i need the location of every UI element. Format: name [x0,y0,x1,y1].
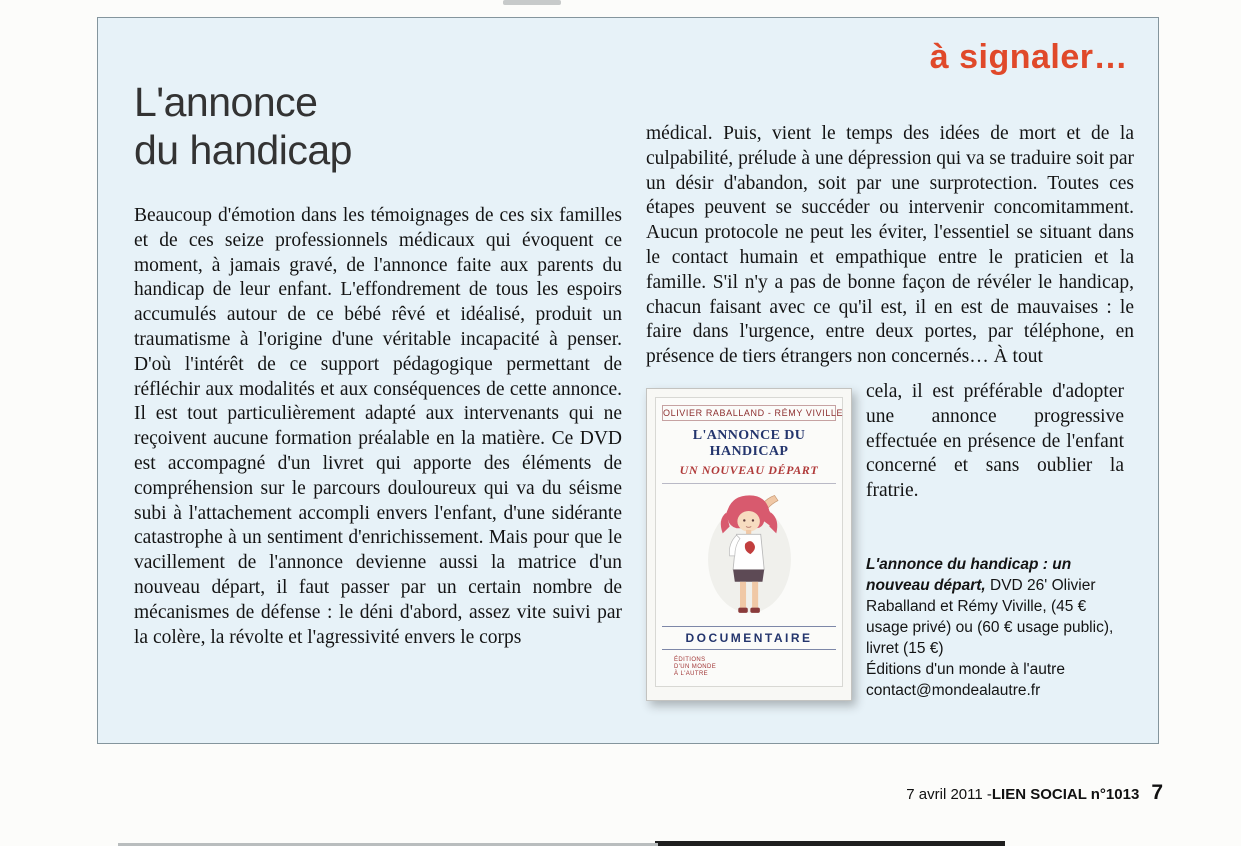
dvd-cover-illustration [662,484,836,626]
footer-journal-name: LIEN SOCIAL n°1013 [991,786,1140,803]
caption-contact: contact@mondealautre.fr [866,681,1041,699]
dvd-cover-subtitle: UN NOUVEAU DÉPART [662,463,836,484]
dvd-cover-inner [655,397,843,687]
dvd-cover-title: L'ANNONCE DU HANDICAP [692,427,806,459]
caption-publisher: Éditions d'un monde à l'autre [866,660,1065,678]
article-column-right [646,122,1134,701]
dvd-publisher-line1: ÉDITIONS [674,656,706,663]
footer-date: 7 avril 2011 - [906,786,992,803]
dvd-cover-genre: DOCUMENTAIRE [662,626,836,650]
dvd-publisher-logo [674,657,836,678]
media-side-column [866,380,1124,701]
article-column-left [134,204,622,650]
caption-title: L'annonce du handicap : un nouveau départ, [866,555,1072,594]
article-text-right-wrap: cela, il est préférable d'adopter une annonce progressive effectuée en présence de l'enfant concerné et sans oublier la fratrie. [866,380,1124,502]
dvd-publisher-line2: D'UN MONDE [674,663,717,670]
section-label: à signaler… [929,38,1128,76]
dvd-cover-authors: OLIVIER RABALLAND - RÉMY VIVILLE [662,405,836,421]
media-row [646,380,1134,701]
scan-artifact-bottom-dark [655,841,1005,846]
dvd-caption [866,554,1124,701]
article-title-line1: L'annonce [134,79,318,125]
dvd-cover [646,388,852,701]
footer-page-number: 7 [1151,781,1163,804]
dvd-publisher-line3: À L'AUTRE [674,670,709,677]
article-text-left: Beaucoup d'émotion dans les témoignages de ces six familles et de ces seize professionnels médicaux qui évoquent ce moment, à jamais gravé, de l'annonce faite aux parents du handicap de leur enfant. L'effondrement de tous les espoirs accumulés autour de ce bébé rêvé et idéalisé, produit un traumatisme à l'origine d'une véritable incapacité à penser. D'où l'intérêt de ce support pédagogique permettant de réfléchir aux modalités et aux conséquences de cette annonce. Il est tout particulièrement adapté aux intervenants qui ne reçoivent aucune formation préalable en la matière. Ce DVD est accompagné d'un livret qui apporte des éléments de compréhension sur le parcours douloureux qui va du séisme subi à l'attachement accompli envers l'enfant, d'une sidérante catastrophe à un sentiment d'enrichissement. Mais pour que le vacillement de l'annonce devienne aussi la matrice d'un nouveau départ, il faut passer par un certain nombre de mécanismes de défense : le déni d'abord, assez vite suivi par la colère, la révolte et l'agressivité envers le corps [134,205,622,648]
article-title-line2: du handicap [134,127,352,173]
article-title [134,78,352,174]
caption-credits: DVD 26' Olivier Raballand et Rémy Viville, (45 € usage privé) ou (60 € usage public), livret (15 €) [866,576,1114,657]
page-footer [906,781,1163,805]
magazine-panel [97,17,1159,744]
scan-artifact-top [503,0,561,5]
article-text-right-top: médical. Puis, vient le temps des idées de mort et de la culpabilité, prélude à une dépression qui va se traduire soit par un désir d'abandon, soit par une surprotection. Toutes ces étapes peuvent se succéder ou intervenir concomitamment. Aucun protocole ne peut les éviter, l'essentiel se situant dans le contact humain et empathique entre le praticien et la famille. S'il n'y a pas de bonne façon de révéler le handicap, chacun faisant avec ce qu'il est, il en est de mauvaises : le faire dans l'urgence, entre deux portes, par téléphone, en présence de tiers étrangers non concernés… À tout [646,123,1134,368]
